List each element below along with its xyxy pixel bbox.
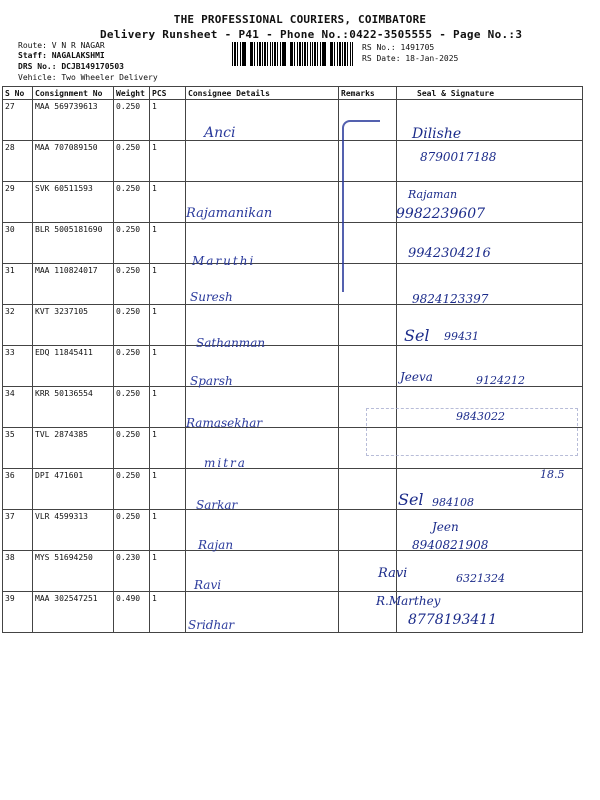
row-weight: 0.250 xyxy=(114,387,150,428)
row-seal xyxy=(397,100,583,141)
consignee-signature: Sathanman xyxy=(196,336,266,350)
row-remarks xyxy=(339,469,397,510)
consignee-signature: Maruthi xyxy=(192,254,256,268)
row-sno: 31 xyxy=(3,264,33,305)
runsheet-subtitle: Delivery Runsheet - P41 - Phone No.:0422-3505555 - Page No.:3 xyxy=(100,28,523,41)
row-seal xyxy=(397,223,583,264)
row-weight: 0.230 xyxy=(114,551,150,592)
row-pcs: 1 xyxy=(150,305,186,346)
header-consignee: Consignee Details xyxy=(186,87,339,100)
receiver-phone: 18.5 xyxy=(540,468,565,481)
row-seal xyxy=(397,305,583,346)
row-remarks xyxy=(339,305,397,346)
row-consignee xyxy=(186,387,339,428)
consignee-signature: Anci xyxy=(204,125,236,141)
row-weight: 0.250 xyxy=(114,264,150,305)
row-consignment: KRR 50136554 xyxy=(33,387,114,428)
receiver-signature: Rajaman xyxy=(408,188,458,201)
consignee-signature: Suresh xyxy=(190,290,233,304)
consignee-signature: Rajamanikan xyxy=(186,206,273,221)
receiver-phone: 9982239607 xyxy=(396,206,486,222)
row-consignee xyxy=(186,346,339,387)
consignee-signature: Sridhar xyxy=(188,618,235,632)
receiver-signature: R.Marthey xyxy=(376,594,441,608)
row-seal xyxy=(397,346,583,387)
table-row xyxy=(3,182,583,223)
row-pcs: 1 xyxy=(150,100,186,141)
receiver-signature: Sel xyxy=(398,490,424,509)
table-body xyxy=(3,100,583,633)
route-label: Route: V N R NAGAR xyxy=(18,41,105,50)
table-row xyxy=(3,223,583,264)
receiver-signature: Ravi xyxy=(378,566,408,581)
receiver-phone: 8790017188 xyxy=(420,150,497,164)
row-sno: 34 xyxy=(3,387,33,428)
barcode-overlay xyxy=(232,42,354,66)
row-consignee xyxy=(186,182,339,223)
receiver-phone: 984108 xyxy=(432,496,474,509)
row-remarks xyxy=(339,592,397,633)
consignee-signature: Ravi xyxy=(194,578,222,592)
table-row xyxy=(3,264,583,305)
row-weight: 0.250 xyxy=(114,182,150,223)
row-weight: 0.250 xyxy=(114,510,150,551)
row-consignment: VLR 4599313 xyxy=(33,510,114,551)
row-sno: 37 xyxy=(3,510,33,551)
consignee-signature: Sparsh xyxy=(190,374,233,388)
row-pcs: 1 xyxy=(150,346,186,387)
receiver-signature: Sel xyxy=(404,326,430,345)
row-consignment: TVL 2874385 xyxy=(33,428,114,469)
row-weight: 0.250 xyxy=(114,100,150,141)
row-consignment: SVK 60511593 xyxy=(33,182,114,223)
row-weight: 0.250 xyxy=(114,305,150,346)
row-consignee xyxy=(186,428,339,469)
receiver-phone: 9942304216 xyxy=(408,246,491,261)
row-consignee xyxy=(186,141,339,182)
row-remarks xyxy=(339,346,397,387)
row-consignee xyxy=(186,305,339,346)
row-sno: 27 xyxy=(3,100,33,141)
header-remarks: Remarks xyxy=(339,87,397,100)
row-weight: 0.250 xyxy=(114,428,150,469)
row-pcs: 1 xyxy=(150,428,186,469)
table-row xyxy=(3,305,583,346)
row-consignee xyxy=(186,510,339,551)
table-row xyxy=(3,346,583,387)
table-row xyxy=(3,592,583,633)
row-consignee xyxy=(186,264,339,305)
row-seal xyxy=(397,141,583,182)
row-sno: 33 xyxy=(3,346,33,387)
table-row xyxy=(3,141,583,182)
row-consignee xyxy=(186,100,339,141)
row-seal xyxy=(397,551,583,592)
row-seal xyxy=(397,469,583,510)
row-consignment: KVT 3237105 xyxy=(33,305,114,346)
consignee-signature: Ramasekhar xyxy=(186,416,263,430)
row-consignee xyxy=(186,592,339,633)
row-weight: 0.490 xyxy=(114,592,150,633)
row-consignment: MYS 51694250 xyxy=(33,551,114,592)
row-pcs: 1 xyxy=(150,387,186,428)
consignee-signature: Sarkar xyxy=(196,498,238,512)
row-consignee xyxy=(186,223,339,264)
header-seal: Seal & Signature xyxy=(397,87,583,100)
row-weight: 0.250 xyxy=(114,141,150,182)
table-row xyxy=(3,510,583,551)
row-sno: 35 xyxy=(3,428,33,469)
row-sno: 39 xyxy=(3,592,33,633)
receiver-signature: Dilishe xyxy=(412,126,462,142)
row-sno: 28 xyxy=(3,141,33,182)
header-consignment: Consignment No xyxy=(33,87,114,100)
receiver-phone: 8940821908 xyxy=(412,538,489,552)
row-remarks xyxy=(339,510,397,551)
row-consignment: MAA 110824017 xyxy=(33,264,114,305)
header-sno: S No xyxy=(3,87,33,100)
row-sno: 30 xyxy=(3,223,33,264)
row-consignee xyxy=(186,551,339,592)
consignee-signature: Rajan xyxy=(198,538,234,552)
remarks-pen-mark xyxy=(342,120,380,292)
receiver-phone: 99431 xyxy=(444,330,479,343)
row-seal xyxy=(397,592,583,633)
receiver-signature: Jeen xyxy=(432,520,459,534)
runsheet-table xyxy=(2,86,583,633)
consignee-signature: mitra xyxy=(204,456,247,470)
row-consignment: MAA 302547251 xyxy=(33,592,114,633)
row-sno: 36 xyxy=(3,469,33,510)
receiver-phone: 9843022 xyxy=(456,410,505,423)
row-weight: 0.250 xyxy=(114,346,150,387)
receiver-phone: 6321324 xyxy=(456,572,505,585)
receiver-phone: 9124212 xyxy=(476,374,525,387)
row-consignee xyxy=(186,469,339,510)
row-sno: 29 xyxy=(3,182,33,223)
receiver-phone: 8778193411 xyxy=(408,612,498,628)
row-pcs: 1 xyxy=(150,592,186,633)
receiver-signature: Jeeva xyxy=(400,370,433,384)
rs-date: RS Date: 18-Jan-2025 xyxy=(362,54,459,63)
row-consignment: MAA 569739613 xyxy=(33,100,114,141)
row-pcs: 1 xyxy=(150,469,186,510)
header-weight: Weight xyxy=(114,87,150,100)
row-pcs: 1 xyxy=(150,182,186,223)
row-pcs: 1 xyxy=(150,141,186,182)
row-pcs: 1 xyxy=(150,551,186,592)
row-pcs: 1 xyxy=(150,510,186,551)
row-sno: 32 xyxy=(3,305,33,346)
row-remarks xyxy=(339,551,397,592)
row-sno: 38 xyxy=(3,551,33,592)
staff-label: Staff: NAGALAKSHMI xyxy=(18,51,105,60)
row-pcs: 1 xyxy=(150,264,186,305)
vehicle-label: Vehicle: Two Wheeler Delivery xyxy=(18,73,158,82)
header-pcs: PCS xyxy=(150,87,186,100)
rs-number: RS No.: 1491705 xyxy=(362,43,435,52)
row-seal xyxy=(397,264,583,305)
row-consignment: EDQ 11845411 xyxy=(33,346,114,387)
row-seal xyxy=(397,182,583,223)
table-row xyxy=(3,469,583,510)
table-header-row xyxy=(3,87,583,100)
delivery-stamp xyxy=(366,408,578,456)
row-consignment: MAA 707089150 xyxy=(33,141,114,182)
row-consignment: DPI 471601 xyxy=(33,469,114,510)
row-consignment: BLR 5005181690 xyxy=(33,223,114,264)
row-seal xyxy=(397,510,583,551)
table-row xyxy=(3,551,583,592)
receiver-phone: 9824123397 xyxy=(412,292,489,306)
row-weight: 0.250 xyxy=(114,469,150,510)
row-weight: 0.250 xyxy=(114,223,150,264)
row-pcs: 1 xyxy=(150,223,186,264)
table-row xyxy=(3,100,583,141)
drs-label: DRS No.: DCJB149170503 xyxy=(18,62,124,71)
runsheet-title: THE PROFESSIONAL COURIERS, COIMBATORE xyxy=(173,13,427,26)
